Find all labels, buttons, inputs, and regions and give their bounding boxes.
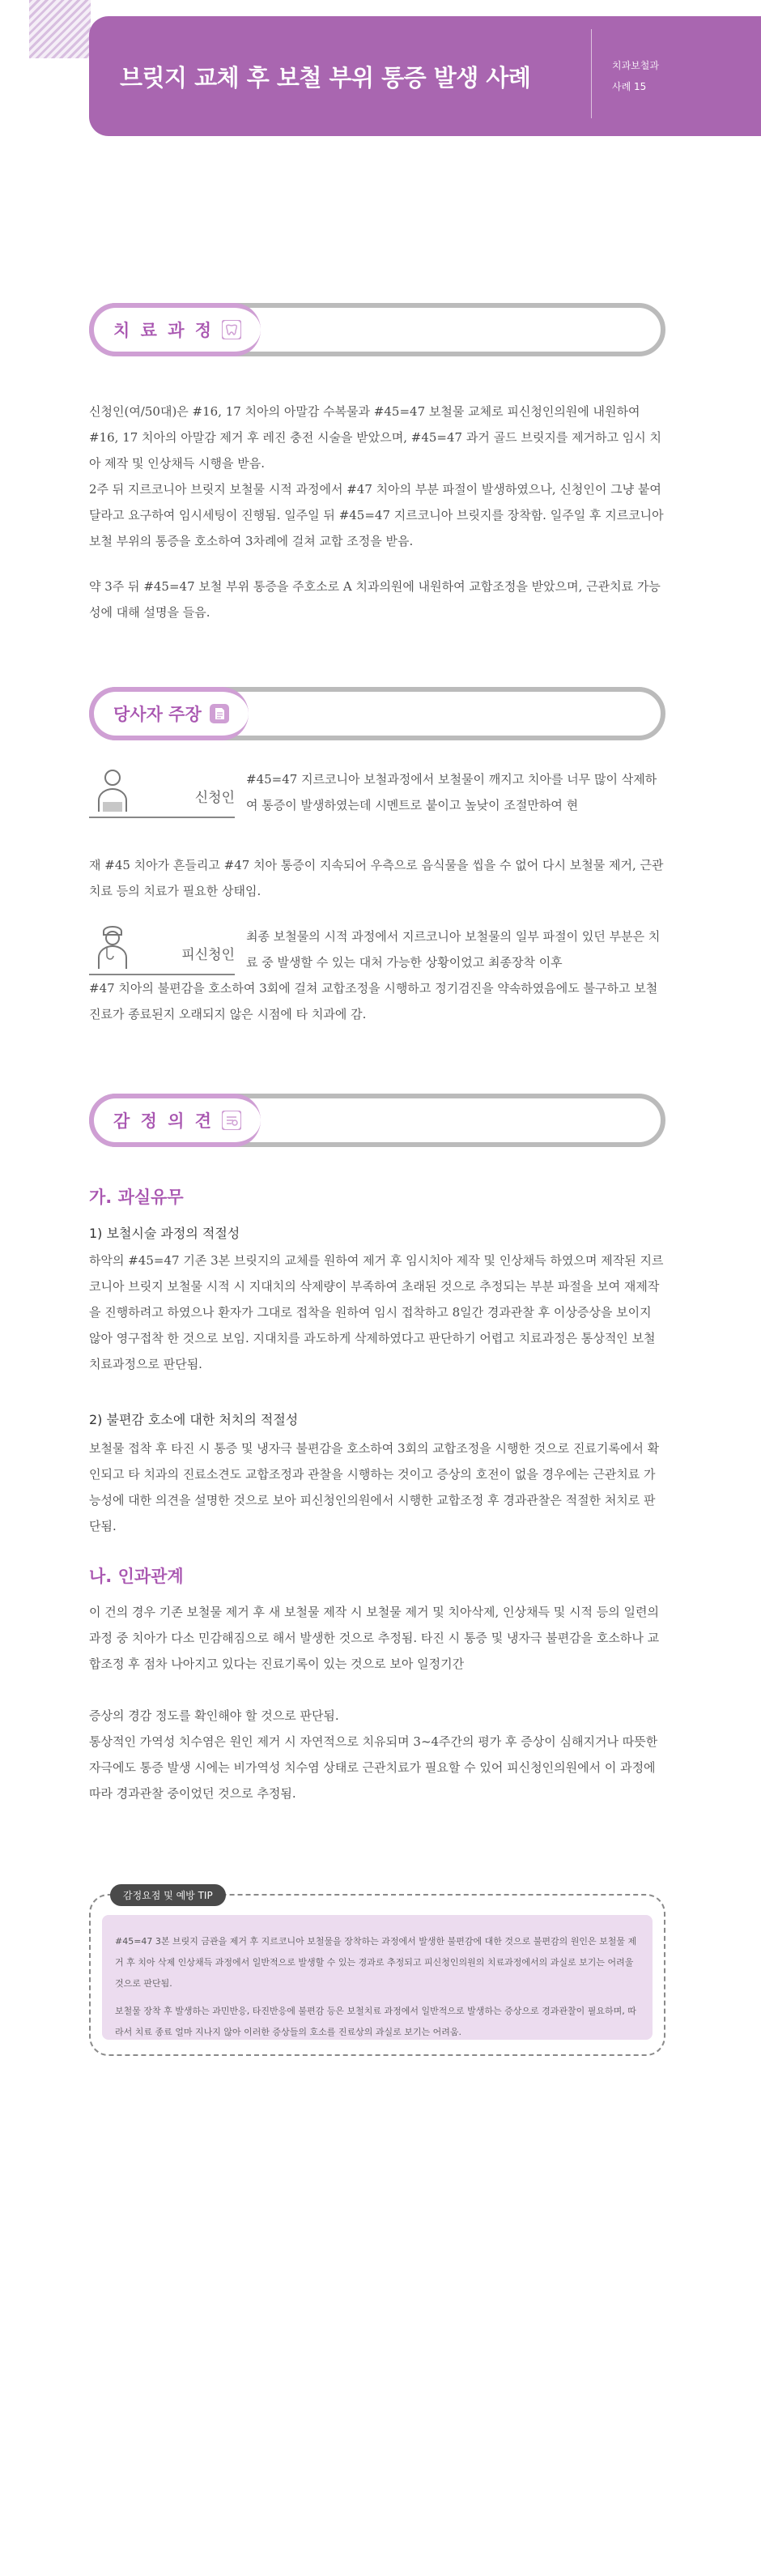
decorative-stripe	[29, 0, 91, 58]
respondent-label: 피신청인	[181, 947, 235, 963]
applicant-label: 신청인	[194, 790, 235, 806]
section-pill-label	[89, 303, 261, 356]
applicant-person-icon	[94, 766, 131, 813]
applicant-tag	[89, 765, 235, 818]
causation-heading: 나. 인과관계	[89, 1567, 184, 1586]
procedure-appropriateness-text: 하악의 #45=47 기존 3본 브릿지의 교체를 원하여 제거 후 임시치아 제작 및 인상채득 하였으며 제작된 지르코니아 브릿지 보철물 시적 시 지대치의 삭제량이 부족하여 초래된 것으로 추정되는 부분 파절을 보여 재제작을 진행하려고 하였으나 환자가 그대로 접착을 원하여 임시 접착하고 8일간 경과관찰 후 이상증상을 보이지 않아 영구접착 한 것으로 보임. 지대치를 과도하게 삭제하였다고 판단하기 어렵고 치료과정은 통상적인 보철 치료과정으로 판단됨.	[89, 1253, 664, 1371]
title-banner	[89, 16, 761, 136]
section-pill-label	[89, 687, 249, 740]
respondent-claim-part-1: 최종 보철물의 시적 과정에서 지르코니아 보철물의 일부 파절이 있던 부분은 치료 중 발생할 수 있는 대처 가능한 상황이었고 최종장착 이후	[246, 929, 661, 970]
tooth-icon	[222, 320, 241, 339]
category-label: 치과보철과	[612, 60, 659, 71]
section-title: 당사자 주장	[113, 705, 202, 724]
tip-paragraph-2: 보철물 장착 후 발생하는 과민반응, 타진반응에 불편감 등은 보철치료 과정에서 일반적으로 발생하는 증상으로 경과관찰이 필요하며, 따라서 치료 종료 얼마 지나지 않아 이러한 증상들의 호소를 진료상의 과실로 보기는 어려움.	[115, 2006, 636, 2037]
complaint-handling-heading: 2) 불편감 호소에 대한 처치의 적절성	[89, 1412, 299, 1427]
review-icon	[222, 1111, 241, 1130]
document-icon	[210, 704, 229, 723]
prevention-tip-box	[89, 1890, 665, 2056]
procedure-appropriateness-heading: 1) 보철시술 과정의 적절성	[89, 1226, 240, 1241]
section-header-treatment	[89, 303, 665, 356]
section-pill-label	[89, 1094, 261, 1147]
complaint-handling-text: 보철물 접착 후 타진 시 통증 및 냉자극 불편감을 호소하여 3회의 교합조정을 시행한 것으로 진료기록에서 확인되고 타 치과의 진료소견도 교합조정과 관찰을 시행하는 것이고 증상의 호전이 없을 경우에는 근관치료 가능성에 대한 의견을 설명한 것으로 보아 피신청인의원에서 시행한 교합조정 후 경과관찰은 적절한 처치로 판단됨.	[89, 1441, 660, 1533]
negligence-heading: 가. 과실유무	[89, 1188, 184, 1207]
respondent-tag	[89, 922, 235, 975]
treatment-paragraph-2: 2주 뒤 지르코니아 브릿지 보철물 시적 과정에서 #47 치아의 부분 파절이 발생하였으나, 신청인이 그냥 붙여 달라고 요구하여 임시세팅이 진행됨. 일주일 뒤 #45=47 지르코니아 브릿지를 장착함. 일주일 후 지르코니아 보철 부위의 통증을 호소하여 3차례에 걸쳐 교합 조정을 받음.	[89, 482, 664, 548]
section-header-opinion	[89, 1094, 665, 1147]
section-header-claims	[89, 687, 665, 740]
causation-text-part-3: 통상적인 가역성 치수염은 원인 제거 시 자연적으로 치유되며 3~4주간의 평가 후 증상이 심해지거나 따뜻한 자극에도 통증 발생 시에는 비가역성 치수염 상태로 근관치료가 필요할 수 있어 피신청인의원에서 이 과정에 따라 경과관찰 중이었던 것으로 추정됨.	[89, 1734, 658, 1801]
section-title: 치 료 과 정	[113, 321, 215, 340]
applicant-claim-part-1: #45=47 지르코니아 보철과정에서 보철물이 깨지고 치아를 너무 많이 삭제하여 통증이 발생하였는데 시멘트로 붙이고 높낮이 조절만하여 현	[246, 772, 657, 812]
causation-text-part-1: 이 건의 경우 기존 보철물 제거 후 새 보철물 제작 시 보철물 제거 및 치아삭제, 인상채득 및 시적 등의 일련의 과정 중 치아가 다소 민감해짐으로 해서 발생한 것으로 추정됨. 타진 시 통증 및 냉자극 불편감을 호소하나 교합조정 후 점차 나아지고 있다는 진료기록이 있는 것으로 보아 일정기간	[89, 1605, 660, 1671]
tip-content	[102, 1915, 653, 2040]
tip-paragraph-1: #45=47 3본 브릿지 금관을 제거 후 지르코니아 보철물을 장착하는 과정에서 발생한 불편감에 대한 것으로 불편감의 원인은 보철물 제거 후 치아 삭제 인상채득 과정에서 일반적으로 발생할 수 있는 경과로 추정되고 피신청인의원의 치료과정에서의 과실로 보기는 어려울 것으로 판단됨.	[115, 1936, 637, 1989]
applicant-claim-part-2: 재 #45 치아가 흔들리고 #47 치아 통증이 지속되어 우측으로 음식물을 씹을 수 없어 다시 보철물 제거, 근관치료 등의 치료가 필요한 상태임.	[89, 858, 664, 898]
page-title: 브릿지 교체 후 보철 부위 통증 발생 사례	[120, 64, 531, 92]
causation-text-part-2: 증상의 경감 정도를 확인해야 할 것으로 판단됨.	[89, 1708, 339, 1723]
applicant-underline	[89, 817, 235, 818]
treatment-paragraph-1: 신청인(여/50대)은 #16, 17 치아의 아말감 수복물과 #45=47 보철물 교체로 피신청인의원에 내원하여 #16, 17 치아의 아말감 제거 후 레진 충전 시술을 받았으며, #45=47 과거 골드 브릿지를 제거하고 임시 치아 제작 및 인상채득 시행을 받음.	[89, 404, 662, 471]
doctor-person-icon	[94, 922, 131, 970]
section-title: 감 정 의 견	[113, 1111, 215, 1131]
banner-divider	[591, 29, 592, 118]
tip-tab-label: 감정요점 및 예방 TIP	[110, 1884, 226, 1906]
respondent-claim-part-2: #47 치아의 불편감을 호소하여 3회에 걸쳐 교합조정을 시행하고 정기검진을 약속하였음에도 불구하고 보철 진료가 종료된지 오래되지 않은 시점에 타 치과에 감.	[89, 981, 658, 1021]
treatment-paragraph-3: 약 3주 뒤 #45=47 보철 부위 통증을 주호소로 A 치과의원에 내원하여 교합조정을 받았으며, 근관치료 가능성에 대해 설명을 들음.	[89, 579, 661, 620]
case-number: 사례 15	[612, 81, 647, 92]
